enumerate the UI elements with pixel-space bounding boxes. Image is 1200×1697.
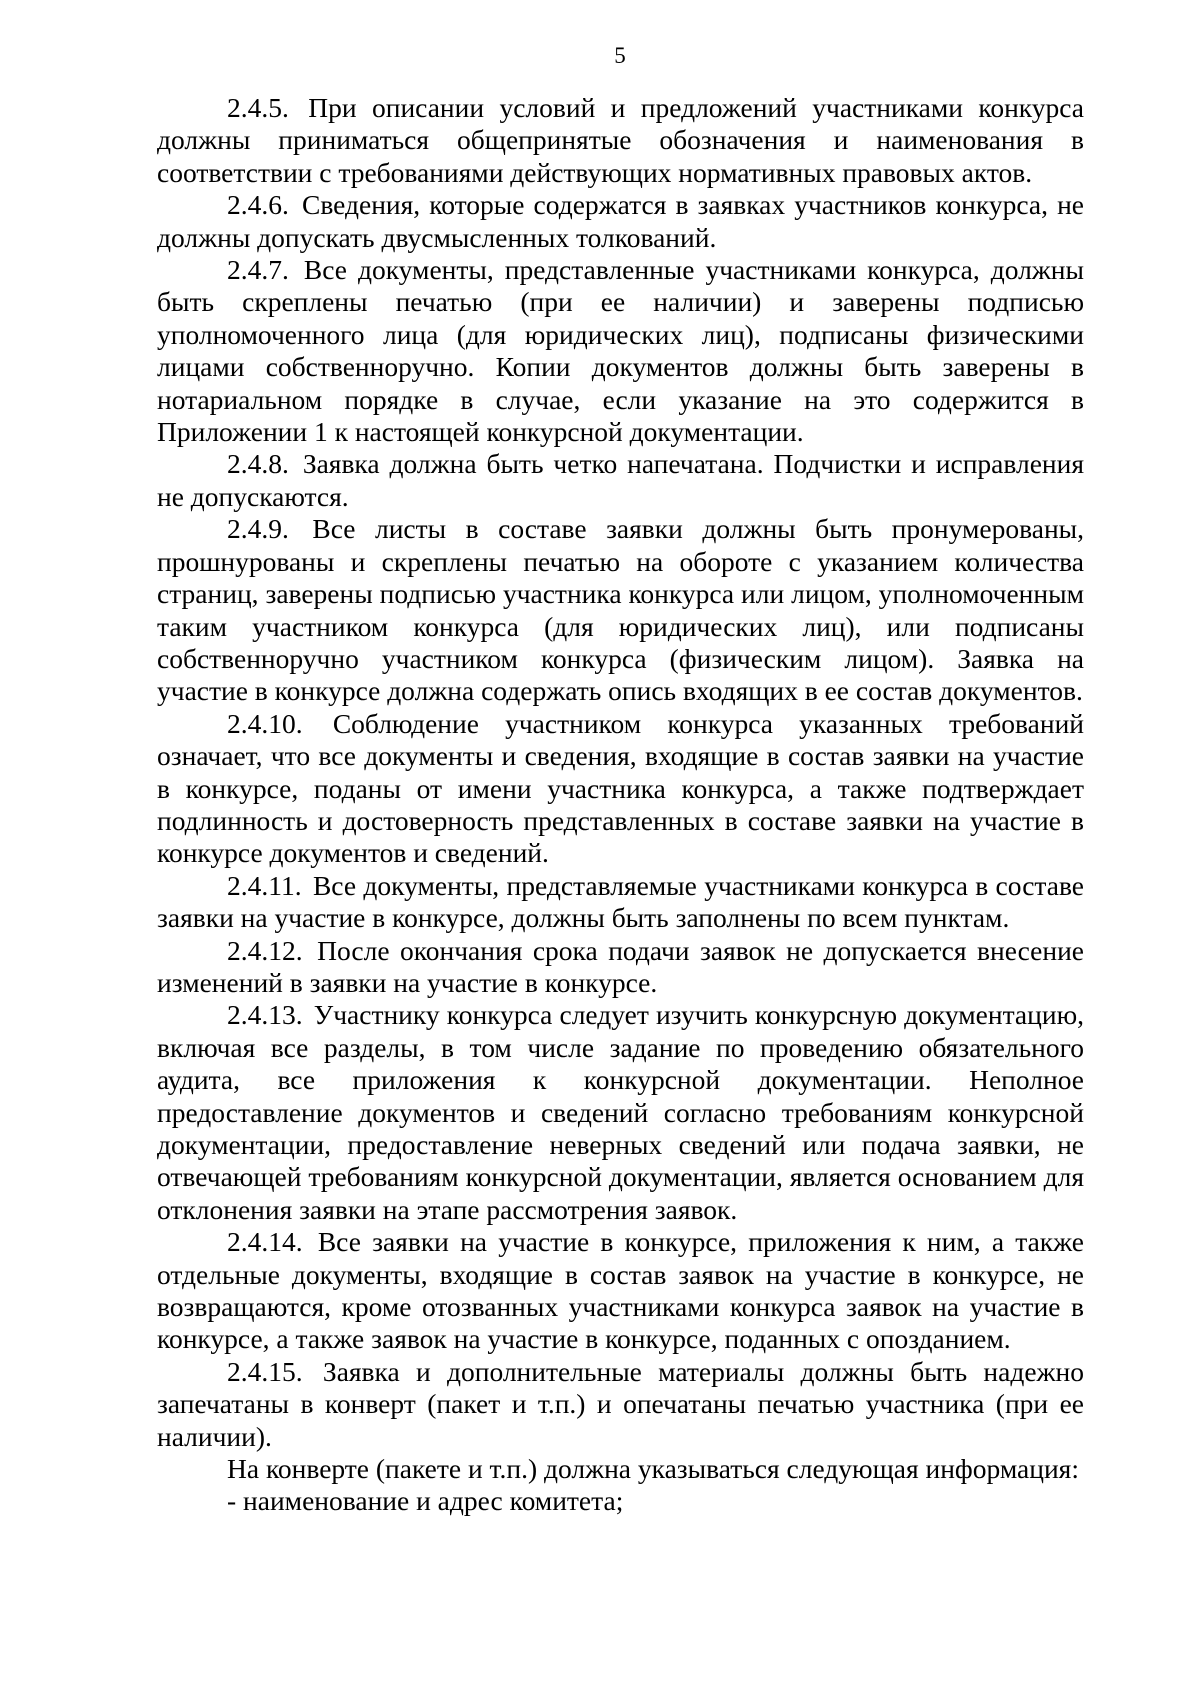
clause-number: 2.4.13. xyxy=(227,999,303,1031)
clause-2-4-12 xyxy=(157,935,1084,1000)
clause-2-4-7 xyxy=(157,254,1084,448)
clause-number: 2.4.9. xyxy=(227,513,289,545)
clause-2-4-9 xyxy=(157,513,1084,707)
clause-number: 2.4.14. xyxy=(227,1226,303,1258)
clause-number: 2.4.6. xyxy=(227,189,289,221)
clause-text: При описании условий и предложений участниками конкурса должны приниматься общепринятые обозначения и наименования в соответствии с требованиями действующих нормативных правовых актов. xyxy=(157,92,1085,188)
clause-text: Заявка и дополнительные материалы должны быть надежно запечатаны в конверт (пакет и т.п.) и опечатаны печатью участника (при ее наличии). xyxy=(157,1355,1084,1452)
clause-number: 2.4.11. xyxy=(227,869,302,901)
page-number: 5 xyxy=(614,43,626,68)
clause-2-4-5 xyxy=(157,92,1084,189)
clause-2-4-13 xyxy=(157,999,1084,1226)
clause-text: Все листы в составе заявки должны быть пронумерованы, прошнурованы и скреплены печатью на обороте с указанием количества страниц, заверены подписью участника конкурса или лицом, уполномоченным таким участником конкурса (для юридических лиц), или подписаны собственноручно участником конкурса (физическим лицом). Заявка на участие в конкурсе должна содержать опись входящих в ее состав документов. xyxy=(157,513,1085,707)
clause-2-4-6 xyxy=(157,189,1084,254)
clause-number: 2.4.8. xyxy=(227,448,289,480)
clause-text: Заявка должна быть четко напечатана. Подчистки и исправления не допускаются. xyxy=(157,448,1085,512)
clause-number: 2.4.7. xyxy=(227,254,289,286)
clause-text: Соблюдение участником конкурса указанных требований означает, что все документы и сведения, входящие в состав заявки на участие в конкурсе, поданы от имени участника конкурса, а также подтверждает подлинность и достоверность представленных в составе заявки на участие в конкурсе документов и сведений. xyxy=(157,707,1085,869)
document-body xyxy=(157,92,1084,1518)
envelope-intro: На конверте (пакете и т.п.) должна указываться следующая информация: xyxy=(227,1453,1079,1485)
clause-text: Все документы, представляемые участниками конкурса в составе заявки на участие в конкурсе, должны быть заполнены по всем пунктам. xyxy=(157,869,1084,934)
clause-2-4-15 xyxy=(157,1356,1084,1453)
envelope-item-committee: - наименование и адрес комитета; xyxy=(227,1485,624,1517)
clause-text: Все документы, представленные участниками конкурса, должны быть скреплены печатью (при ее наличии) и заверены подписью уполномоченного лица (для юридических лиц), подписаны физическими лицами собственноручно. Копии документов должны быть заверены в нотариальном порядке в случае, если указание на это содержится в Приложении 1 к настоящей конкурсной документации. xyxy=(157,254,1085,448)
clause-number: 2.4.12. xyxy=(227,934,303,966)
clause-number: 2.4.15. xyxy=(227,1355,303,1387)
clause-number: 2.4.10. xyxy=(227,707,303,739)
clause-text: Сведения, которые содержатся в заявках участников конкурса, не должны допускать двусмысленных толкований. xyxy=(157,189,1085,253)
clause-2-4-10 xyxy=(157,708,1084,870)
clause-2-4-8 xyxy=(157,448,1084,513)
clause-2-4-11 xyxy=(157,870,1084,935)
clause-text: Участнику конкурса следует изучить конкурсную документацию, включая все разделы, в том числе задание по проведению обязательного аудита, все приложения к конкурсной документации. Неполное предоставление документов и сведений согласно требованиям конкурсной документации, предоставление неверных сведений или подача заявки, не отвечающей требованиям конкурсной документации, является основанием для отклонения заявки на этапе рассмотрения заявок. xyxy=(157,999,1084,1225)
clause-text: Все заявки на участие в конкурсе, приложения к ним, а также отдельные документы, входящие в состав заявок на участие в конкурсе, не возвращаются, кроме отозванных участниками конкурса заявок на участие в конкурсе, а также заявок на участие в конкурсе, поданных с опозданием. xyxy=(157,1226,1084,1355)
clause-text: После окончания срока подачи заявок не допускается внесение изменений в заявки на участие в конкурсе. xyxy=(157,934,1084,998)
clause-number: 2.4.5. xyxy=(227,92,289,123)
clause-2-4-14 xyxy=(157,1226,1084,1356)
